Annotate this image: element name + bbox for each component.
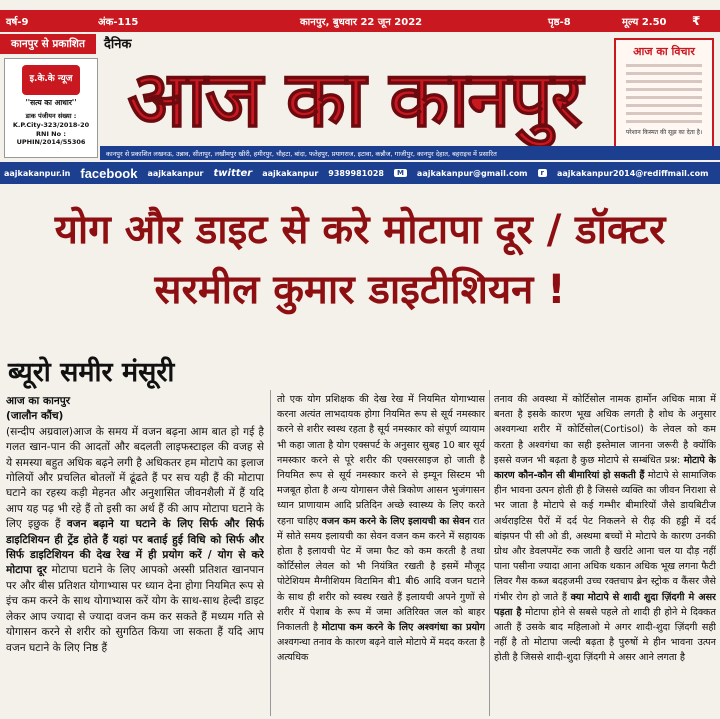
- motto: ''सत्य का आधार'': [25, 98, 77, 107]
- dateline: कानपुर, बुधवार 22 जून 2022: [300, 17, 423, 28]
- column-text: मोटापा होने से सबसे पहले तो शादी ही होने मे दिक्कत आती हैं उसके बाद महिलाओ मे अगर शादी-शुदा ज़िंदगी सही नहीं है तो मोटापा जल्दी बढ़ता है पुरुषों मे हीन भावना उत्पन होती है जिससे शादी-शुदा ज़िंदगी मे असर आने लगता है: [494, 606, 716, 664]
- issue-label: अंक-115: [98, 17, 139, 28]
- twitter-handle[interactable]: aajkakanpur: [262, 168, 319, 178]
- year-label: वर्ष-9: [6, 17, 29, 28]
- column-place: (जालौन कौंच): [6, 410, 64, 423]
- article-column-2: [277, 392, 485, 714]
- reg-line: RNI No :: [36, 129, 66, 138]
- gmail-icon: M: [394, 169, 407, 177]
- headline-line-2: सरमील कुमार डाइटीशियन !: [154, 267, 566, 313]
- column-text: (सन्दीप अग्रवाल)आज के समय में वजन बढ़ना आम बात हो गई है गलत खान-पान की आदतों और बदलती लाइफस्टाइल की वजह से ये समस्या बहुत अधिक बढ़ने लगी है अधिकतर हम मोटापे का इलाज गोलियों और प्रचलित बोतलों में ढूंढते हैं पर सच यही हैं की मोटापा घटाने का रहस्य कड़ी मेहनत और अनुशासित जीवनशैली में हैं यदि आप यह पढ़ भी रहे हैं तो इसी का अर्थ हैं की आप मोटापा घटाने के लिए इछुक हैं: [6, 425, 264, 531]
- reg-line: डाक पंजीयन संख्या :: [25, 112, 77, 120]
- reg-line: K.P.City-323/2018-20: [12, 120, 90, 129]
- headline-line-1: योग और डाइट से करे मोटापा दूर / डॉक्टर: [54, 207, 666, 253]
- column-text: अश्वगन्धा तनाव के कारण बढ़ने वाले मोटापे में मदद करता है अत्यधिक: [277, 637, 485, 664]
- newspaper-masthead: आज का कानपुर: [127, 54, 581, 145]
- facebook-handle[interactable]: aajkakanpur: [147, 168, 204, 178]
- reg-line: UPHIN/2014/55306: [16, 138, 86, 147]
- distribution-cities: कानपुर से प्रकाशित लखनऊ, उन्नाव, सीतापुर, लखीमपुर खीरी, हमीरपुर, चौहटा, बांदा, फतेहपुर, प्रयागराज, इटावा, कन्नौज, गाजीपुर, कानपुर देहात, बहराइच में प्रसारित: [100, 146, 720, 160]
- social-links-bar: [0, 162, 720, 184]
- article-headline: [0, 200, 720, 320]
- facebook-icon[interactable]: facebook: [80, 165, 138, 181]
- column-bold-text: क्या मोटापे से शादी शुदा ज़िंदगी मे असर पड़ता है: [494, 591, 716, 618]
- published-from-label: कानपुर से प्रकाशित: [0, 34, 96, 54]
- column-bold-text: मोटापा कम करने के लिए अश्वगंधा का प्रयोग: [321, 622, 485, 634]
- article-column-3: [494, 392, 716, 714]
- daily-label: दैनिक: [104, 37, 132, 52]
- column-bold-text: मोटापे के कारण कौन-कौन सी बीमारियां हो सकती हैं: [494, 454, 716, 482]
- rupee-icon: ₹: [692, 14, 701, 28]
- pages-label: पृष्ठ-8: [548, 17, 571, 28]
- thought-title: आज का विचार: [633, 45, 695, 58]
- column-text: मोटापा घटाने के लिए आपको अस्सी प्रतिशत खानपान पर और बीस प्रतिशत योगाभ्यास पर ध्यान देना होगा नियमित रूप से इंच कम करने के साथ योगाभ्यास करें योग के साथ-साथ हेल्दी डाइट लेकर आप ज्यादा से ज्यादा वजन कम कर सकते हैं मध्यम गति से योगासन करने से शरीर को सुगठित किया जा सकता हैं यदि आप वजन घटाने के लिए निष्ठ हैं: [6, 564, 264, 654]
- column-text: रात में सोते समय इलायची का सेवन वजन कम करने में सहायक होता है इलायची पेट में जमा फैट को कम करती है तथा कोर्टिसोल लेवल को भी नियंत्रित रखती है इसमें मौजूद पोटेशियम मैग्नीशियम विटामिन बी1 बी6 आदि वजन घटाने के साथ ही शरीर को स्वस्थ रखते हैं इलायची अपने गुणों से शरीर में पेशाब के रूप में जमा अतिरिक्त जल को बाहर निकालती है: [277, 515, 485, 634]
- rediff-icon: r: [538, 169, 547, 177]
- article-column-1: [6, 394, 264, 714]
- thought-text: परेशान किस्मत की सूझ का देता है।: [625, 129, 703, 136]
- column-text: मोटापे से सामाजिक हीन भावना उत्पन होती ही है जिससे व्यक्ति का जीवन निराशा से भर जाता है मोटापे से कई गम्भीर बीमारियों जैसे डायबिटीज अर्थराइटिस पैरों में दर्द पेट निकलने से रीढ़ की हड्डी में दर्द बांझपन पी सी ओ डी, अस्थमा बच्चों मे मोटापे के कारण उनकी ग्रोथ और डेवलपमेंट रुक जाती है खर्राटे आना चल या दौड़ नहीं पाना पसीना ज्यादा आना अधिक थकान अधिक भूख लगना फैटी लिवर गैस कब्ज बदहजमी उच्च रक्तचाप ब्रेन स्ट्रोक व कैंसर जैसे गंभीर रोग हो जाते हैं: [494, 470, 716, 603]
- column-bold-text: वजन बढ़ाने या घटाने के लिए सिर्फ और सिर्फ डाइटिशियन ही ट्रेंड होते हैं यहां पर बताई हुई विधि को सिर्फ और सिर्फ डाइटिशियन की देख रेख में ही प्रयोग करें / योग से करे मोटापा दूर: [6, 518, 264, 577]
- registration-info: [5, 112, 97, 147]
- gmail-address[interactable]: aajkakanpur@gmail.com: [416, 168, 528, 178]
- website-link[interactable]: aajkakanpur.in: [4, 168, 71, 178]
- thought-of-day-box: [614, 38, 714, 156]
- column-bold-text: वजन कम करने के लिए इलायची का सेवन: [321, 515, 470, 527]
- publisher-info-box: [4, 58, 98, 158]
- rediff-address[interactable]: aajkakanpur2014@rediffmail.com: [556, 168, 709, 178]
- twitter-icon[interactable]: twitter: [213, 167, 253, 179]
- publisher-logo: इ.के.के न्यूज: [22, 65, 80, 95]
- column-title: आज का कानपुर: [6, 395, 71, 407]
- column-text: तो एक योग प्रशिक्षक की देख रेख में नियमित योगाभ्यास करना अत्यंत लाभदायक होगा नियमित रूप से सूर्य नमस्कार करने से शरीर स्वस्थ रहता है सूर्य नमस्कार को संपूर्ण व्यायाम भी कहा जाता है योग एक्सपर्ट के अनुसार सुबह 10 बार सूर्य नमस्कार करने से पूरे शरीर की एक्सरसाइज हो जाती है नियमित रूप से सूर्य नमस्कार करने से इम्यून सिस्टम भी मजबूत होता है अन्य योगासन जैसे त्रिकोण आसन भुजंगासन ध्यान प्राणायाम आदि प्रतिदिन अच्छे स्वास्थ्य के लिए करते रहना चाहिए: [277, 394, 485, 527]
- byline: ब्यूरो समीर मंसूरी: [8, 357, 175, 388]
- top-info-bar: [0, 10, 720, 32]
- price-label: मूल्य 2.50: [622, 17, 667, 28]
- phone-number[interactable]: 9389981028: [328, 168, 384, 178]
- column-text: तनाव की अवस्था में कोर्टिसोल नामक हार्मोन अधिक मात्रा में बनता है इसके कारण भूख अधिक लगती है शोध के अनुसार अश्वगन्धा शरीर में कोर्टिसोल(Cortisol) के लेवल को कम करता है अश्वगंधा का सही इस्तेमाल जानना जरूरी है क्योंकि इससे वजन भी बढ़ता है कुछ मोटापे से सम्बंधित प्रश्न:: [494, 394, 716, 466]
